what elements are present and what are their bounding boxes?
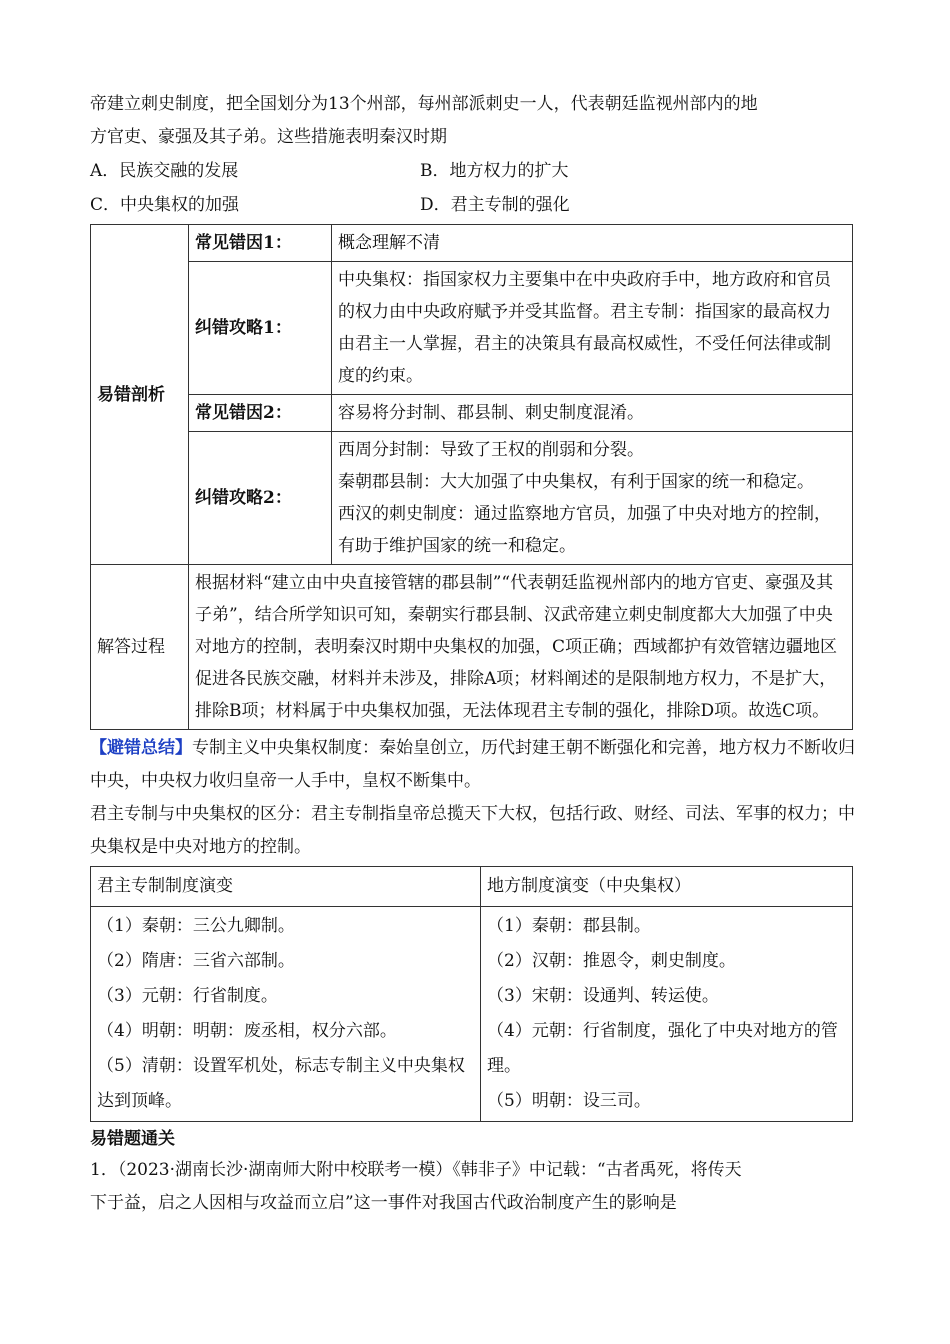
cause-2-label: 常见错因2： — [189, 395, 332, 432]
option-a: A．民族交融的发展 — [90, 161, 239, 181]
analysis-section-label: 易错剖析 — [91, 225, 189, 565]
practice-question-1-line-1: 1．（2023·湖南长沙·湖南师大附中校联考一模）《韩非子》中记载：“古者禹死，将传天 — [90, 1160, 742, 1180]
fix-2-content — [332, 432, 853, 565]
summary-tag: 【避错总结】 — [90, 738, 192, 758]
fix-2-label: 纠错攻略2： — [189, 432, 332, 565]
option-c: C．中央集权的加强 — [90, 195, 240, 215]
summary-paragraph-2: 君主专制与中央集权的区分：君主专制指皇帝总揽天下大权，包括行政、财经、司法、军事的权力；中央集权是中央对地方的控制。 — [90, 804, 855, 857]
monarchy-evolution-item: （5）清朝：设置军机处，标志专制主义中央集权达到顶峰。 — [97, 1056, 465, 1111]
local-system-evolution-item: （2）汉朝：推恩令，刺史制度。 — [487, 951, 736, 971]
local-system-evolution-header: 地方制度演变（中央集权） — [481, 867, 853, 907]
solution-label: 解答过程 — [91, 565, 189, 730]
monarchy-evolution-item: （4）明朝：明朝：废丞相，权分六部。 — [97, 1021, 397, 1041]
fix-1-label: 纠错攻略1： — [189, 262, 332, 395]
error-analysis-table — [90, 224, 853, 730]
cause-1-text: 概念理解不清 — [332, 225, 853, 262]
fix-2-line: 秦朝郡县制：大大加强了中央集权，有利于国家的统一和稳定。 — [338, 472, 814, 492]
practice-question-1-line-2: 下于益，启之人因相与攻益而立启”这一事件对我国古代政治制度产生的影响是 — [90, 1193, 677, 1213]
practice-section-title: 易错题通关 — [90, 1129, 175, 1149]
answer-options — [90, 154, 860, 222]
question-stem-line-2: 方官吏、豪强及其子弟。这些措施表明秦汉时期 — [90, 127, 447, 147]
solution-text: 根据材料“建立由中央直接管辖的郡县制”“代表朝廷监视州部内的地方官吏、豪强及其子弟”，结合所学知识可知，秦朝实行郡县制、汉武帝建立刺史制度都大大加强了中央对地方的控制，表明秦汉时期中央集权的加强，C项正确；西域都护有效管辖边疆地区促进各民族交融，材料并未涉及，排除A项；材料阐述的是限制地方权力，不是扩大，排除B项；材料属于中央集权加强，无法体现君主专制的强化，排除D项。故选C项。 — [189, 565, 853, 730]
cause-1-label: 常见错因1： — [189, 225, 332, 262]
system-evolution-table — [90, 866, 853, 1122]
local-system-evolution-item: （4）元朝：行省制度，强化了中央对地方的管理。 — [487, 1021, 838, 1076]
fix-2-line: 西周分封制：导致了王权的削弱和分裂。 — [338, 440, 644, 460]
monarchy-evolution-item: （2）隋唐：三省六部制。 — [97, 951, 295, 971]
summary-paragraph-1 — [90, 732, 860, 798]
question-stem-line-1: 帝建立刺史制度，把全国划分为13个州部，每州部派刺史一人，代表朝廷监视州部内的地 — [90, 94, 758, 114]
document-page — [90, 88, 860, 1220]
local-system-evolution-list — [481, 907, 853, 1122]
option-d: D．君主专制的强化 — [420, 195, 570, 215]
monarchy-evolution-list — [91, 907, 481, 1122]
fix-2-line: 西汉的刺史制度：通过监察地方官员，加强了中央对地方的控制，有助于维护国家的统一和稳定。 — [338, 504, 831, 556]
monarchy-evolution-item: （3）元朝：行省制度。 — [97, 986, 278, 1006]
local-system-evolution-item: （1）秦朝：郡县制。 — [487, 916, 651, 936]
cause-2-text: 容易将分封制、郡县制、刺史制度混淆。 — [332, 395, 853, 432]
option-b: B．地方权力的扩大 — [420, 161, 569, 181]
monarchy-evolution-header: 君主专制制度演变 — [91, 867, 481, 907]
local-system-evolution-item: （5）明朝：设三司。 — [487, 1091, 651, 1111]
local-system-evolution-item: （3）宋朝：设通判、转运使。 — [487, 986, 719, 1006]
summary-text-1: 专制主义中央集权制度：秦始皇创立，历代封建王朝不断强化和完善，地方权力不断收归中央，中央权力收归皇帝一人手中，皇权不断集中。 — [90, 738, 855, 791]
fix-1-text: 中央集权：指国家权力主要集中在中央政府手中，地方政府和官员的权力由中央政府赋予并受其监督。君主专制：指国家的最高权力由君主一人掌握，君主的决策具有最高权威性，不受任何法律或制度的约束。 — [332, 262, 853, 395]
monarchy-evolution-item: （1）秦朝：三公九卿制。 — [97, 916, 295, 936]
